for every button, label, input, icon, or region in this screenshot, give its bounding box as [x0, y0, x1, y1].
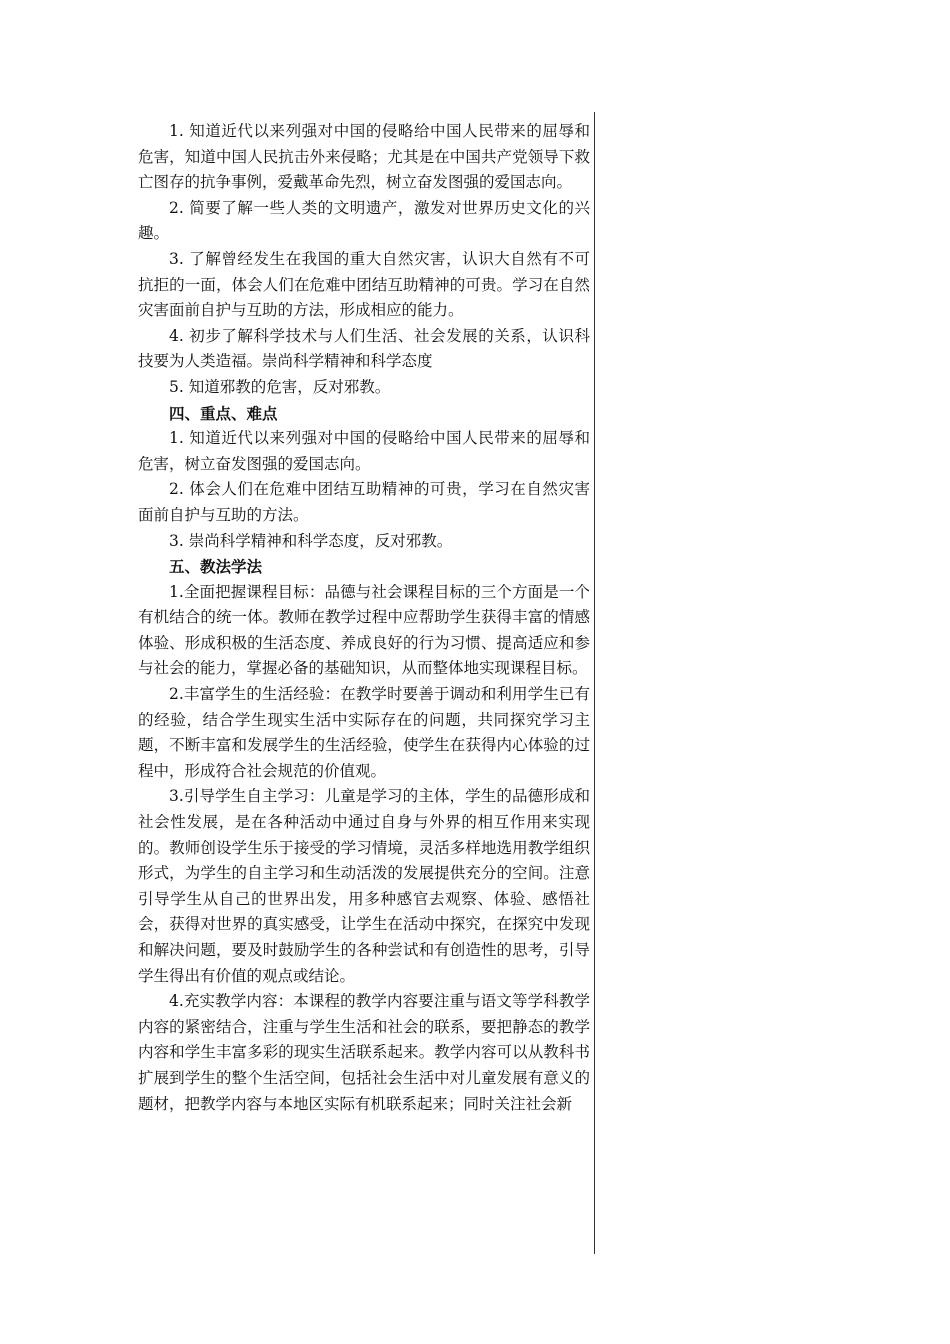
objective-paragraph-5: 5. 知道邪教的危害，反对邪教。 — [169, 377, 391, 396]
objective-paragraph-3: 3. 了解曾经发生在我国的重大自然灾害，认识大自然有不可抗拒的一面，体会人们在危难中团结互助精神的可贵。学习在自然灾害面前自护与互助的方法，形成相应的能力。 — [138, 249, 590, 320]
method-paragraph-4: 4.充实教学内容：本课程的教学内容要注重与语文等学科教学内容的紧密结合，注重与学生生活和社会的联系，要把静态的教学内容和学生丰富多彩的现实生活联系起来。教学内容可以从教科书扩展到学生的整个生活空间，包括社会生活中对儿童发展有意义的题材，把教学内容与本地区实际有机联系起来；同时关注社会新 — [138, 992, 590, 1113]
section-heading-key-points: 四、重点、难点 — [169, 403, 278, 423]
key-point-paragraph-3: 3. 崇尚科学精神和科学态度，反对邪教。 — [169, 531, 453, 550]
method-paragraph-2: 2.丰富学生的生活经验：在教学时要善于调动和利用学生已有的经验，结合学生现实生活中实际存在的问题，共同探究学习主题，不断丰富和发展学生的生活经验，使学生在获得内心体验的过程中，形成符合社会规范的价值观。 — [138, 685, 590, 780]
section-heading-teaching-methods: 五、教法学法 — [169, 557, 263, 577]
method-paragraph-1: 1.全面把握课程目标：品德与社会课程目标的三个方面是一个有机结合的统一体。教师在教学过程中应帮助学生获得丰富的情感体验、形成积极的生活态度、养成良好的行为习惯、提高适应和参与社会的能力，掌握必备的基础知识，从而整体地实现课程目标。 — [138, 582, 590, 678]
key-point-paragraph-1: 1. 知道近代以来列强对中国的侵略给中国人民带来的屈辱和危害，树立奋发图强的爱国志向。 — [138, 429, 590, 473]
objective-paragraph-4: 4. 初步了解科学技术与人们生活、社会发展的关系，认识科技要为人类造福。崇尚科学精神和科学态度 — [138, 326, 590, 371]
key-point-paragraph-2: 2. 体会人们在危难中团结互助精神的可贵，学习在自然灾害面前自护与互助的方法。 — [138, 480, 590, 524]
objective-paragraph-2: 2. 简要了解一些人类的文明遗产，激发对世界历史文化的兴趣。 — [138, 198, 590, 243]
objective-paragraph-1: 1. 知道近代以来列强对中国的侵略给中国人民带来的屈辱和危害，知道中国人民抗击外来侵略；尤其是在中国共产党领导下救亡图存的抗争事例，爱戴革命先烈，树立奋发图强的爱国志向。 — [138, 122, 590, 192]
document-body — [138, 119, 590, 1117]
method-paragraph-3: 3.引导学生自主学习：儿童是学习的主体，学生的品德形成和社会性发展，是在各种活动中通过自身与外界的相互作用来实现的。教师创设学生乐于接受的学习情境，灵活多样地选用教学组织形式，为学生的自主学习和生动活泼的发展提供充分的空间。注意引导学生从自己的世界出发，用多种感官去观察、体验、感悟社会，获得对世界的真实感受，让学生在活动中探究，在探究中发现和解决问题，要及时鼓励学生的各种尝试和有创造性的思考，引导学生得出有价值的观点或结论。 — [138, 787, 590, 985]
table-border-right — [594, 112, 595, 1254]
